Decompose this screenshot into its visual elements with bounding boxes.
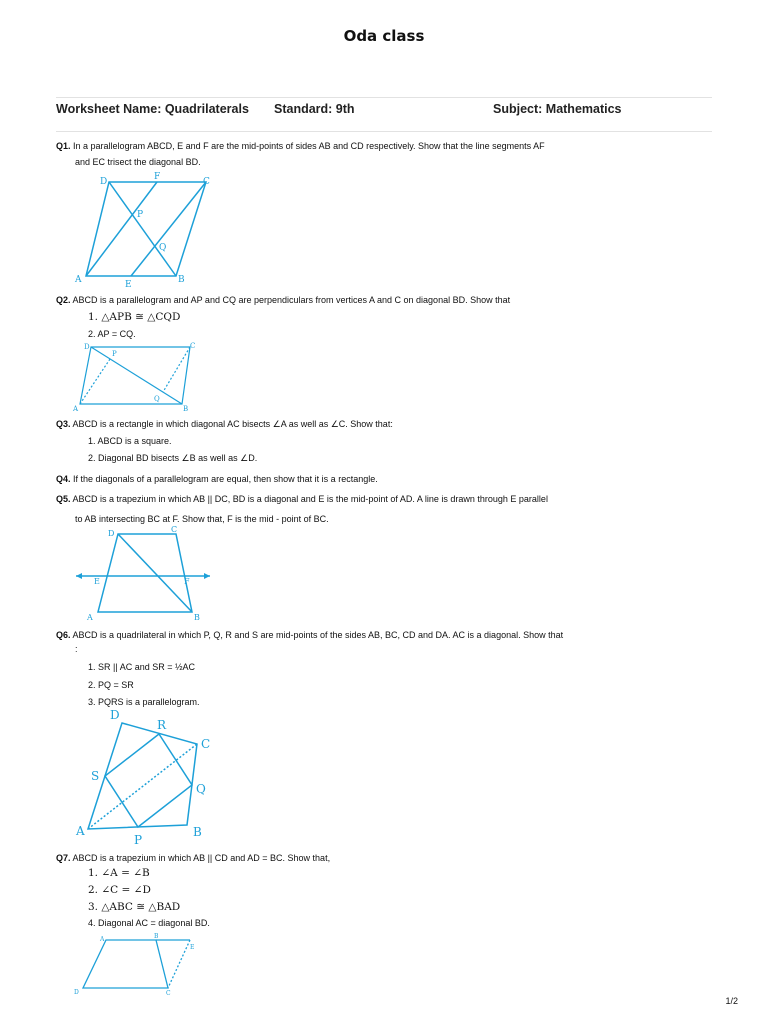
fig6-label-c: C xyxy=(201,737,211,751)
fig6-label-s: S xyxy=(91,769,100,783)
fig2-label-b: B xyxy=(183,405,189,413)
fig5-label-b: B xyxy=(194,613,200,622)
question-7-item-2: 2. ∠C = ∠D xyxy=(88,884,151,896)
fig6-diagonal-ac xyxy=(88,744,197,829)
fig7-label-e: E xyxy=(190,944,195,951)
fig1-label-c: C xyxy=(203,177,210,187)
fig7-label-b: B xyxy=(154,933,159,940)
page-number: 1/2 xyxy=(725,996,738,1006)
question-5: Q5. ABCD is a trapezium in which AB || DC, BD is a diagonal and E is the mid-point of AD. A line is drawn through E parallel xyxy=(56,494,548,504)
question-6-item-3: 3. PQRS is a parallelogram. xyxy=(88,697,200,707)
fig2-label-p: P xyxy=(112,350,117,358)
question-1-cont: and EC trisect the diagonal BD. xyxy=(75,157,201,167)
question-1: Q1. In a parallelogram ABCD, E and F are the mid-points of sides AB and CD respectively. Show that the line segments AF xyxy=(56,141,545,151)
question-5-cont: to AB intersecting BC at F. Show that, F is the mid - point of BC. xyxy=(75,514,329,524)
question-3: Q3. ABCD is a rectangle in which diagonal AC bisects ∠A as well as ∠C. Show that: xyxy=(56,419,393,429)
fig6-label-r: R xyxy=(157,718,167,732)
fig2-label-q: Q xyxy=(154,395,160,403)
question-6-item-2: 2. PQ = SR xyxy=(88,680,134,690)
question-2-item-2: 2. AP = CQ. xyxy=(88,329,136,339)
question-6-cont: : xyxy=(75,644,78,654)
fig6-label-p: P xyxy=(134,833,143,847)
fig6-label-b: B xyxy=(193,825,202,839)
fig7-label-a: A xyxy=(100,936,105,943)
figure-q6 xyxy=(70,706,220,848)
page-title: Oda class xyxy=(343,27,425,45)
question-7-item-1: 1. ∠A = ∠B xyxy=(88,867,150,879)
question-2: Q2. ABCD is a parallelogram and AP and CQ are perpendiculars from vertices A and C on diagonal BD. Show that xyxy=(56,295,511,305)
fig2-diagonal-bd xyxy=(91,347,182,404)
figure-q7 xyxy=(70,932,200,1002)
fig1-label-p: P xyxy=(137,210,144,220)
question-4: Q4. If the diagonals of a parallelogram are equal, then show that it is a rectangle. xyxy=(56,474,378,484)
question-3-item-2: 2. Diagonal BD bisects ∠B as well as ∠D. xyxy=(88,453,258,463)
question-7-item-4: 4. Diagonal AC = diagonal BD. xyxy=(88,918,210,928)
question-7: Q7. ABCD is a trapezium in which AB || CD and AD = BC. Show that, xyxy=(56,853,331,863)
fig5-label-a: A xyxy=(87,613,93,622)
question-3-item-1: 1. ABCD is a square. xyxy=(88,436,172,446)
fig1-label-a: A xyxy=(75,275,82,285)
fig1-label-f: F xyxy=(154,172,161,182)
fig7-line-ce xyxy=(168,940,190,988)
figure-q1 xyxy=(70,170,210,290)
fig2-label-c: C xyxy=(190,342,196,350)
fig7-label-c: C xyxy=(166,990,171,997)
fig5-label-d: D xyxy=(108,529,115,538)
question-6: Q6. ABCD is a quadrilateral in which P, Q, R and S are mid-points of the sides AB, BC, CD and DA. AC is a diagonal. Show that xyxy=(56,630,564,640)
figure-q2 xyxy=(70,340,200,415)
fig2-label-d: D xyxy=(84,343,90,351)
subject-label: Subject: Mathematics xyxy=(493,102,622,116)
question-7-item-3: 3. △ABC ≅ △BAD xyxy=(88,901,181,913)
fig6-pqrs xyxy=(105,734,192,827)
fig5-label-f: F xyxy=(184,577,190,586)
fig5-trapezium xyxy=(98,534,192,612)
fig1-line-af xyxy=(86,182,157,276)
fig5-label-c: C xyxy=(171,525,178,534)
figure-q5 xyxy=(70,524,220,624)
fig1-label-d: D xyxy=(100,177,108,187)
header-rule-top xyxy=(56,97,712,98)
fig6-label-d: D xyxy=(110,708,120,722)
fig1-label-e: E xyxy=(125,280,132,290)
worksheet-name: Worksheet Name: Quadrilaterals xyxy=(56,102,249,116)
fig5-label-e: E xyxy=(94,577,100,586)
fig5-diagonal-bd xyxy=(118,534,192,612)
fig7-label-d: D xyxy=(74,989,79,996)
header-rule-bottom xyxy=(56,131,712,132)
fig2-label-a: A xyxy=(73,405,79,413)
question-2-item-1: 1. △APB ≅ △CQD xyxy=(88,311,181,323)
fig1-label-b: B xyxy=(178,275,185,285)
fig7-trapezium xyxy=(83,940,168,988)
question-6-item-1: 1. SR || AC and SR = ½AC xyxy=(88,662,195,672)
fig1-label-q: Q xyxy=(159,243,167,253)
fig6-label-a: A xyxy=(76,824,85,838)
standard-label: Standard: 9th xyxy=(274,102,355,116)
fig6-label-q: Q xyxy=(196,782,206,796)
fig2-line-cq xyxy=(163,347,190,392)
